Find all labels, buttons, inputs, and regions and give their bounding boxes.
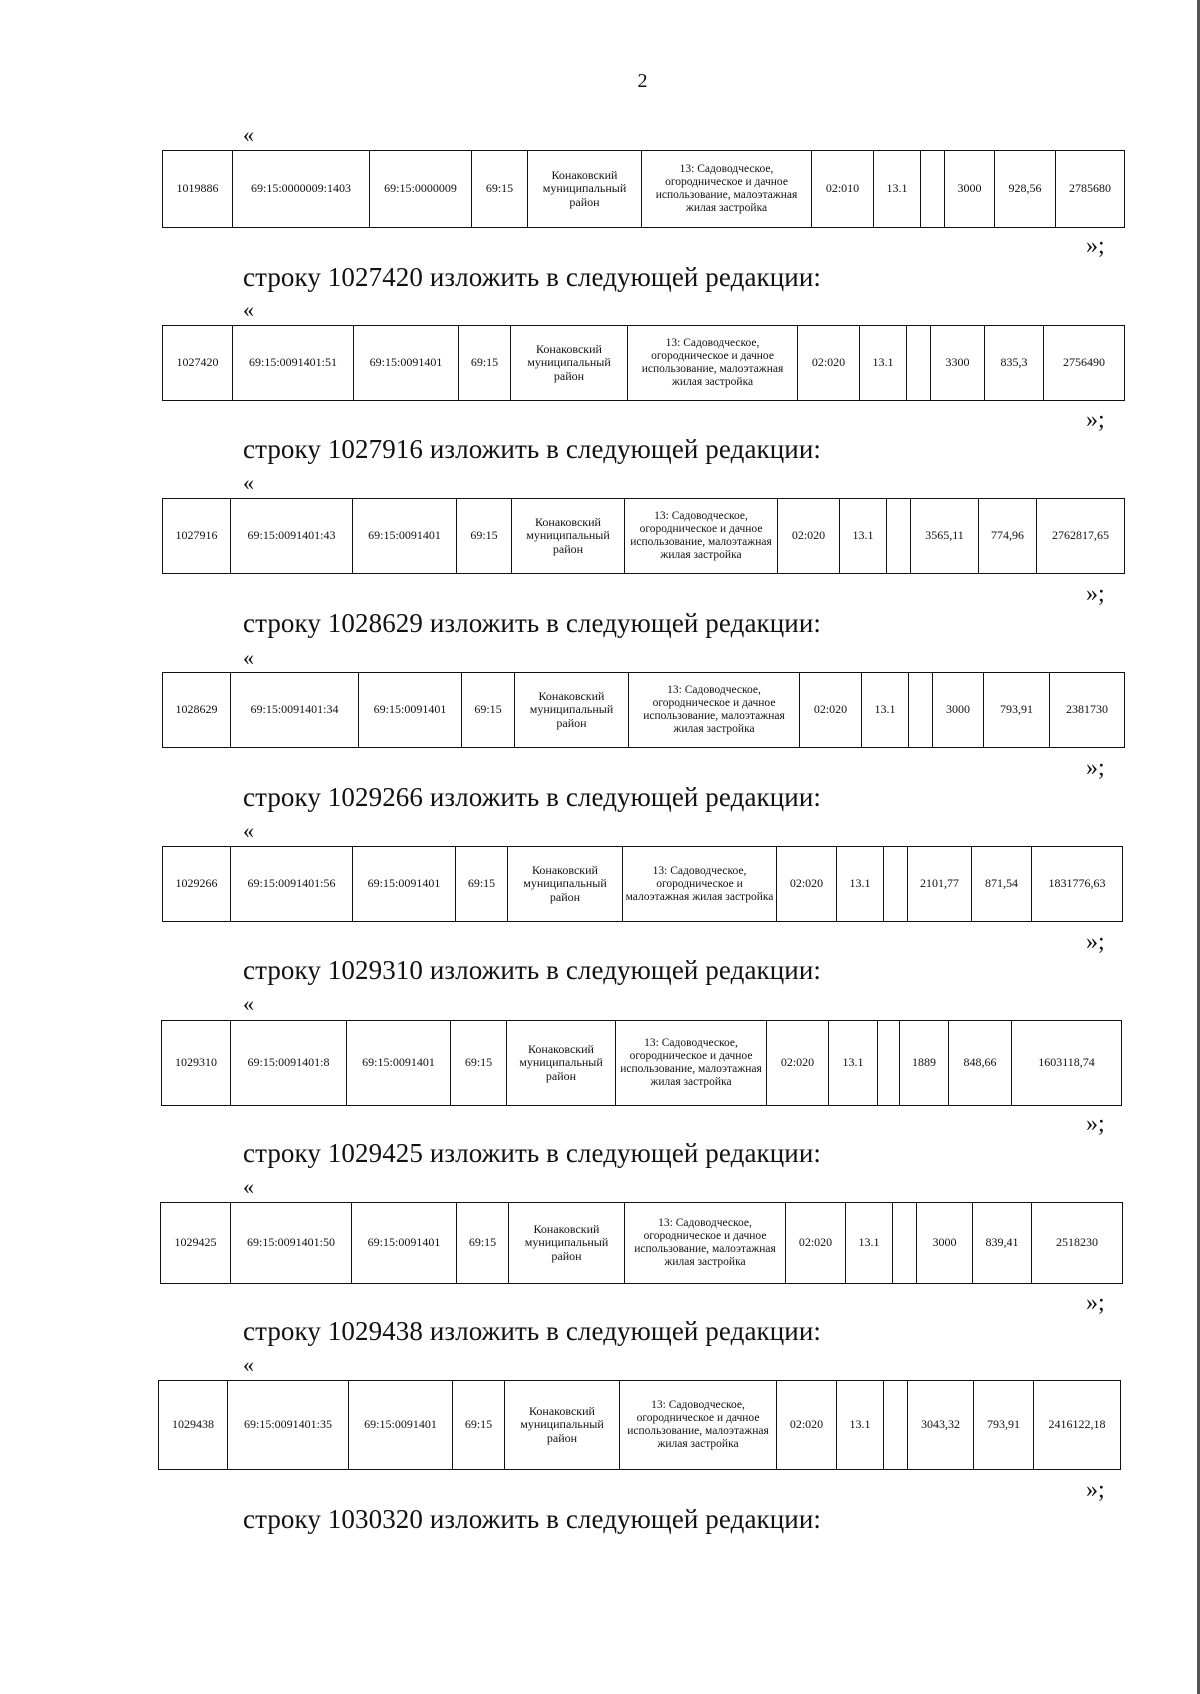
land-use-cell: 13: Садоводческое, огородническое и дачное использование, малоэтажная жилая застройка [628, 326, 798, 401]
cadastral-number-cell: 69:15:0091401:56 [231, 847, 353, 922]
closing-quote: »; [1086, 233, 1105, 259]
land-plot-row-table [162, 672, 1125, 748]
land-plot-row-table [162, 498, 1125, 574]
group-code-cell: 13.1 [840, 499, 887, 574]
cadastral-value-cell: 2416122,18 [1034, 1381, 1121, 1470]
zone-code-cell: 02:020 [800, 673, 862, 748]
area-cell: 2101,77 [908, 847, 972, 922]
row-id-cell: 1029438 [159, 1381, 228, 1470]
empty-cell [907, 326, 931, 401]
empty-cell [921, 151, 945, 228]
row-id-cell: 1027916 [163, 499, 231, 574]
specific-value-cell: 928,56 [995, 151, 1056, 228]
row-id-cell: 1029266 [163, 847, 231, 922]
specific-value-cell: 793,91 [984, 673, 1050, 748]
opening-quote: « [243, 470, 254, 495]
municipality-cell: Конаковский муниципальный район [507, 1021, 616, 1106]
specific-value-cell: 848,66 [949, 1021, 1012, 1106]
closing-quote: »; [1086, 755, 1105, 781]
cadastral-number-cell: 69:15:0000009:1403 [233, 151, 370, 228]
land-plot-row-table [160, 1202, 1123, 1284]
municipality-cell: Конаковский муниципальный район [512, 499, 625, 574]
closing-quote: »; [1086, 1477, 1105, 1503]
zone-code-cell: 02:020 [777, 1381, 837, 1470]
municipality-cell: Конаковский муниципальный район [511, 326, 628, 401]
empty-cell [887, 499, 911, 574]
group-code-cell: 13.1 [829, 1021, 878, 1106]
cadastral-quarter-cell: 69:15:0000009 [370, 151, 472, 228]
cadastral-value-cell: 2785680 [1056, 151, 1125, 228]
opening-quote: « [243, 1352, 254, 1377]
empty-cell [893, 1203, 917, 1284]
municipality-cell: Конаковский муниципальный район [515, 673, 629, 748]
cadastral-quarter-cell: 69:15:0091401 [353, 847, 456, 922]
instruction-line: строку 1027420 изложить в следующей редакции: [243, 262, 822, 292]
cadastral-value-cell: 2762817,65 [1037, 499, 1125, 574]
area-cell: 3000 [917, 1203, 973, 1284]
cadastral-value-cell: 2381730 [1050, 673, 1125, 748]
land-plot-row-table [162, 846, 1123, 922]
empty-cell [884, 847, 908, 922]
cadastral-quarter-cell: 69:15:0091401 [359, 673, 462, 748]
table-row [161, 1203, 1123, 1284]
row-id-cell: 1019886 [163, 151, 233, 228]
page-number: 2 [637, 70, 648, 92]
cadastral-value-cell: 2756490 [1044, 326, 1125, 401]
district-code-cell: 69:15 [451, 1021, 507, 1106]
empty-cell [884, 1381, 908, 1470]
zone-code-cell: 02:020 [786, 1203, 846, 1284]
district-code-cell: 69:15 [453, 1381, 505, 1470]
land-use-cell: 13: Садоводческое, огородническое и дачное использование, малоэтажная жилая застройка [625, 499, 778, 574]
cadastral-quarter-cell: 69:15:0091401 [349, 1381, 453, 1470]
cadastral-number-cell: 69:15:0091401:51 [233, 326, 354, 401]
cadastral-number-cell: 69:15:0091401:43 [231, 499, 353, 574]
area-cell: 3300 [931, 326, 985, 401]
land-use-cell: 13: Садоводческое, огородническое и дачное использование, малоэтажная жилая застройка [620, 1381, 777, 1470]
opening-quote: « [243, 818, 254, 843]
closing-quote: »; [1086, 581, 1105, 607]
specific-value-cell: 793,91 [974, 1381, 1034, 1470]
district-code-cell: 69:15 [462, 673, 515, 748]
table-row [163, 673, 1125, 748]
specific-value-cell: 835,3 [985, 326, 1044, 401]
group-code-cell: 13.1 [862, 673, 909, 748]
row-id-cell: 1029310 [162, 1021, 231, 1106]
area-cell: 3565,11 [911, 499, 979, 574]
cadastral-value-cell: 1831776,63 [1032, 847, 1123, 922]
table-row [159, 1381, 1121, 1470]
municipality-cell: Конаковский муниципальный район [528, 151, 642, 228]
area-cell: 3000 [945, 151, 995, 228]
opening-quote: « [243, 122, 254, 147]
instruction-line: строку 1027916 изложить в следующей редакции: [243, 434, 822, 464]
cadastral-number-cell: 69:15:0091401:50 [231, 1203, 352, 1284]
land-plot-row-table [162, 325, 1125, 401]
land-use-cell: 13: Садоводческое, огородническое и дачное использование, малоэтажная жилая застройка [616, 1021, 767, 1106]
area-cell: 1889 [900, 1021, 949, 1106]
instruction-line: строку 1029310 изложить в следующей редакции: [243, 955, 822, 985]
cadastral-quarter-cell: 69:15:0091401 [352, 1203, 457, 1284]
table-row [163, 499, 1125, 574]
instruction-line: строку 1028629 изложить в следующей редакции: [243, 608, 822, 638]
municipality-cell: Конаковский муниципальный район [508, 847, 623, 922]
instruction-line: строку 1029438 изложить в следующей редакции: [243, 1316, 822, 1346]
cadastral-number-cell: 69:15:0091401:34 [231, 673, 359, 748]
cadastral-number-cell: 69:15:0091401:8 [231, 1021, 347, 1106]
district-code-cell: 69:15 [457, 499, 512, 574]
group-code-cell: 13.1 [837, 1381, 884, 1470]
land-use-cell: 13: Садоводческое, огородническое и дачное использование, малоэтажная жилая застройка [625, 1203, 786, 1284]
area-cell: 3043,32 [908, 1381, 974, 1470]
municipality-cell: Конаковский муниципальный район [509, 1203, 625, 1284]
district-code-cell: 69:15 [472, 151, 528, 228]
land-use-cell: 13: Садоводческое, огородническое и дачное использование, малоэтажная жилая застройка [642, 151, 812, 228]
instruction-line: строку 1029266 изложить в следующей редакции: [243, 782, 822, 812]
zone-code-cell: 02:020 [777, 847, 837, 922]
opening-quote: « [243, 645, 254, 670]
zone-code-cell: 02:010 [812, 151, 874, 228]
row-id-cell: 1027420 [163, 326, 233, 401]
group-code-cell: 13.1 [874, 151, 921, 228]
district-code-cell: 69:15 [459, 326, 511, 401]
opening-quote: « [243, 297, 254, 322]
closing-quote: »; [1086, 407, 1105, 433]
cadastral-quarter-cell: 69:15:0091401 [353, 499, 457, 574]
closing-quote: »; [1086, 1111, 1105, 1137]
zone-code-cell: 02:020 [778, 499, 840, 574]
land-plot-row-table [161, 1020, 1122, 1106]
district-code-cell: 69:15 [456, 847, 508, 922]
opening-quote: « [243, 991, 254, 1016]
table-row [163, 847, 1123, 922]
group-code-cell: 13.1 [846, 1203, 893, 1284]
cadastral-quarter-cell: 69:15:0091401 [354, 326, 459, 401]
row-id-cell: 1029425 [161, 1203, 231, 1284]
land-use-cell: 13: Садоводческое, огородническое и дачное использование, малоэтажная жилая застройка [629, 673, 800, 748]
table-row [163, 151, 1125, 228]
cadastral-value-cell: 2518230 [1032, 1203, 1123, 1284]
instruction-line: строку 1029425 изложить в следующей редакции: [243, 1138, 822, 1168]
land-plot-row-table [158, 1380, 1121, 1470]
cadastral-quarter-cell: 69:15:0091401 [347, 1021, 451, 1106]
land-use-cell: 13: Садоводческое, огородническое и малоэтажная жилая застройка [623, 847, 777, 922]
zone-code-cell: 02:020 [798, 326, 860, 401]
instruction-line: строку 1030320 изложить в следующей редакции: [243, 1504, 822, 1534]
cadastral-number-cell: 69:15:0091401:35 [228, 1381, 349, 1470]
row-id-cell: 1028629 [163, 673, 231, 748]
land-plot-row-table [162, 150, 1125, 228]
specific-value-cell: 774,96 [979, 499, 1037, 574]
group-code-cell: 13.1 [860, 326, 907, 401]
zone-code-cell: 02:020 [767, 1021, 829, 1106]
area-cell: 3000 [933, 673, 984, 748]
municipality-cell: Конаковский муниципальный район [505, 1381, 620, 1470]
opening-quote: « [243, 1174, 254, 1199]
table-row [162, 1021, 1122, 1106]
cadastral-value-cell: 1603118,74 [1012, 1021, 1122, 1106]
specific-value-cell: 839,41 [973, 1203, 1032, 1284]
empty-cell [878, 1021, 900, 1106]
group-code-cell: 13.1 [837, 847, 884, 922]
empty-cell [909, 673, 933, 748]
specific-value-cell: 871,54 [972, 847, 1032, 922]
closing-quote: »; [1086, 1290, 1105, 1316]
district-code-cell: 69:15 [457, 1203, 509, 1284]
closing-quote: »; [1086, 929, 1105, 955]
table-row [163, 326, 1125, 401]
